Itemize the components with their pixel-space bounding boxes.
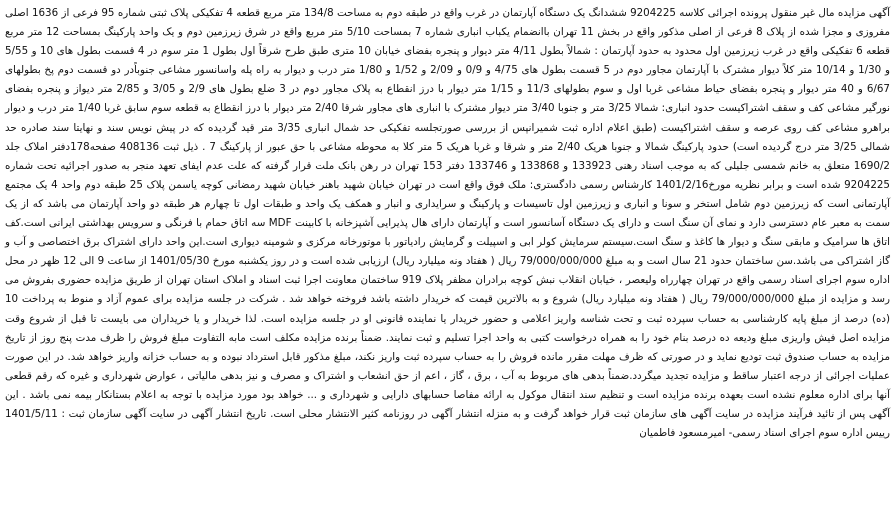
notice-body-text: آگهی مزایده مال غیر منقول پرونده اجرائی کلاسه 9204225 ششدانگ یک دستگاه آپارتمان در غرب واقع در طبقه دوم به مساحت 134/8 متر مربع قطعه 4 تفکیکی پلاک ثبتی شماره 95 فرعی از 1636 اصلی مفروزی و مجزا شده از پلاک 8 فرعی از اصلی مذکور واقع در بخش 11 تهران باانضمام یکباب انباری شماره 7 بمساحت 5/10 متر مربع واقع در شرق زیرزمین دوم و یک واحد پارکینگ بمساحت 12 متر مربع قطعه 6 تفکیکی واقع در غرب زیرزمین اول محدود به حدود آپارتمان : شمالاً بطول 4/11 متر دیوار و پنجره بفضای خیابان 10 متری طبق طرح شرقاً اول بطول 1 متر سوم در 4 قسمت بطول های 10 و 5/55 و 1/30 و 10/14 متر کلاً دیوار مشترک با آپارتمان مجاور دوم در 5 قسمت بطول های 4/75 و 0/9 و 2/09 و 1/52 و 1/80 متر درب و دیوار به راه پله واسانسور مشاعی جنوباًدر دو قسمت دوم پخ بطولهای 6/67 و 40 متر دیوار و پنجره بفضای حیاط مشاعی غربا اول و سوم بطولهای 11/3 و 1/15 متر دیوار با درز انقطاع به پلاک مجاور دوم در 3 ضلع بطول های 2/9 و 3/05 و 2/85 متر دیواز و پنجره بفضای نورگیر مشاعی کف و سقف اشتراکیست حدود انباری: شمالا 3/25 متر و جنوبا 3/40 متر دیوار مشترک با انباری های مجاور شرقا 2/40 متر دیوار با درز انقطاع به قطعه سوم سابق غربا 1/40 متر درب و دیوار براهرو مشاعی کف روی عرصه و سقف اشتراکیست (طبق اعلام اداره ثبت شمیرانپس از بررسی صورتجلسه تفکیکی حد شمال انباری 3/35 متر قید گردیده که در پیش نویس سند و نهایتا سند صادره حد شمالی 3/25 متر درج گردیده است) حدود پارکینگ شمالا و جنوبا هریک 2/40 متر و شرقا و غربا هریک 5 متر کلا به محوطه مشاعی با حق عبور از پارکینگ 7 . ذیل ثبت 408136 صفحه178دفتر املاک جلد 1690/2 متعلق به خانم شمسی جلیلی که به موجب اسناد رهنی 133923 و 133868 و 133746 دفتر 153 تهران در رهن بانک ملت قرار گرفته که علت عدم ایفای تعهد منجر به صدور اجرائیه تحت شماره 9204225 شده است و برابر نظریه مورخ1401/2/16 کارشناس رسمی دادگستری: ملک فوق واقع است در تهران خیابان شهید باهنر خیابان شهید رمضانی کوچه یاسمن پلاک 25 طبقه دوم واحد 4 یک مجتمع آپارتمانی است که زیرزمین دوم شامل استخر و سونا و انباری و زیرزمین اول تاسیسات و پارکینگ و سرایداری و انبار و همکف یک واحد و طبقات اول تا چهارم هر طبقه دو واحد آپارتمان می باشد که از یک سمت به معبر عام دسترسی دارد و نمای آن سنگ است و دارای یک دستگاه آسانسور است و آپارتمان دارای هال پذیرایی آشپزخانه با کابینت MDF سه اتاق حمام با فرنگی و سرویس بهداشتی ایرانی است.کف اتاق ها سرامیک و مابقی سنگ و دیوار ها کاغذ و سنگ است.سیستم سرمایش کولر ابی و اسپیلت و گرمایش رادیاتور با موتورخانه مرکزی و شومینه دیواری است.این واحد دارای اشتراک برق اختصاصی و آب و گاز اشتراکی می باشد.سن ساختمان حدود 21 سال است و به مبلغ 79/000/000/000 ریال ( هفتاد ونه میلیارد ریال) ارزیابی شده است و در روز یکشنبه مورخ 1401/05/30 از ساعت 9 الی 12 ظهر در محل اداره سوم اجرای اسناد رسمی واقع در تهران چهارراه ولیعصر ، خیابان انقلاب نبش کوچه برادران مظفر پلاک 919 ساختمان معاونت اجرا ثبت اسناد و املاک استان تهران از طریق مزایده حضوری بفروش می رسد و مزایده از مبلغ 79/000/000/000 ریال ( هفتاد ونه میلیارد ریال) شروع و به بالاترین قیمت که خریدار داشته باشد فروخته خواهد شد . شرکت در جلسه مزایده برای عموم آزاد و منوط به پرداخت 10 (ده) درصد از مبلغ پایه کارشناسی به حساب سپرده ثبت و تحت شناسه واریز اعلامی و حضور خریدار یا نماینده قانونی او در جلسه مزایده است. لذا خریدار و یا خریداران می بایست تا قبل از شروع وقت مزایده اصل فیش واریزی مبلغ ودیعه ده درصد بنام خود را به همراه درخواست کتبی به واحد اجرا تسلیم و ثبت نمایند. ضمناً برنده مزایده مکلف است مابه التفاوت مبلغ فروش را ظرف مدت پنج روز از تاریخ مزایده به حساب صندوق ثبت تودیع نماید و در صورتی که ظرف مهلت مقرر مانده فروش را به حساب سپرده ثبت واریز نکند، مبلغ مذکور قابل استرداد نبوده و به حساب خزانه واریز خواهد شد. در این صورت عملیات اجرائی از درجه اعتبار ساقط و مزایده تجدید میگردد.ضمناً بدهی های مربوط به آب ، برق ، گاز ، اعم از حق انشعاب و اشتراک و مصرف و نیز بدهی مالیاتی ، عوارض شهرداری و غیره که رقم قطعی آنها برای اداره معلوم نشده است بعهده برنده مزایده است و تنظیم سند انتقال موکول به ارائه مفاصا حسابهای دارایی و شهرداری و ... خواهد بود مورد مزایده با توجه به اعلام بستانکار بیمه نمی باشد . این آگهی پس از تائید فرآیند مزایده در سایت آگهی های سازمان ثبت قرار خواهد گرفت و به منزله انتشار آگهی در روزنامه کثیر الانتشار محلی است. تاریخ انتشار آگهی در سایت آگهی سازمان ثبت : 1401/5/11 رییس اداره سوم اجرای اسناد رسمی- امیرمسعود فاطمیان [5, 7, 891, 440]
